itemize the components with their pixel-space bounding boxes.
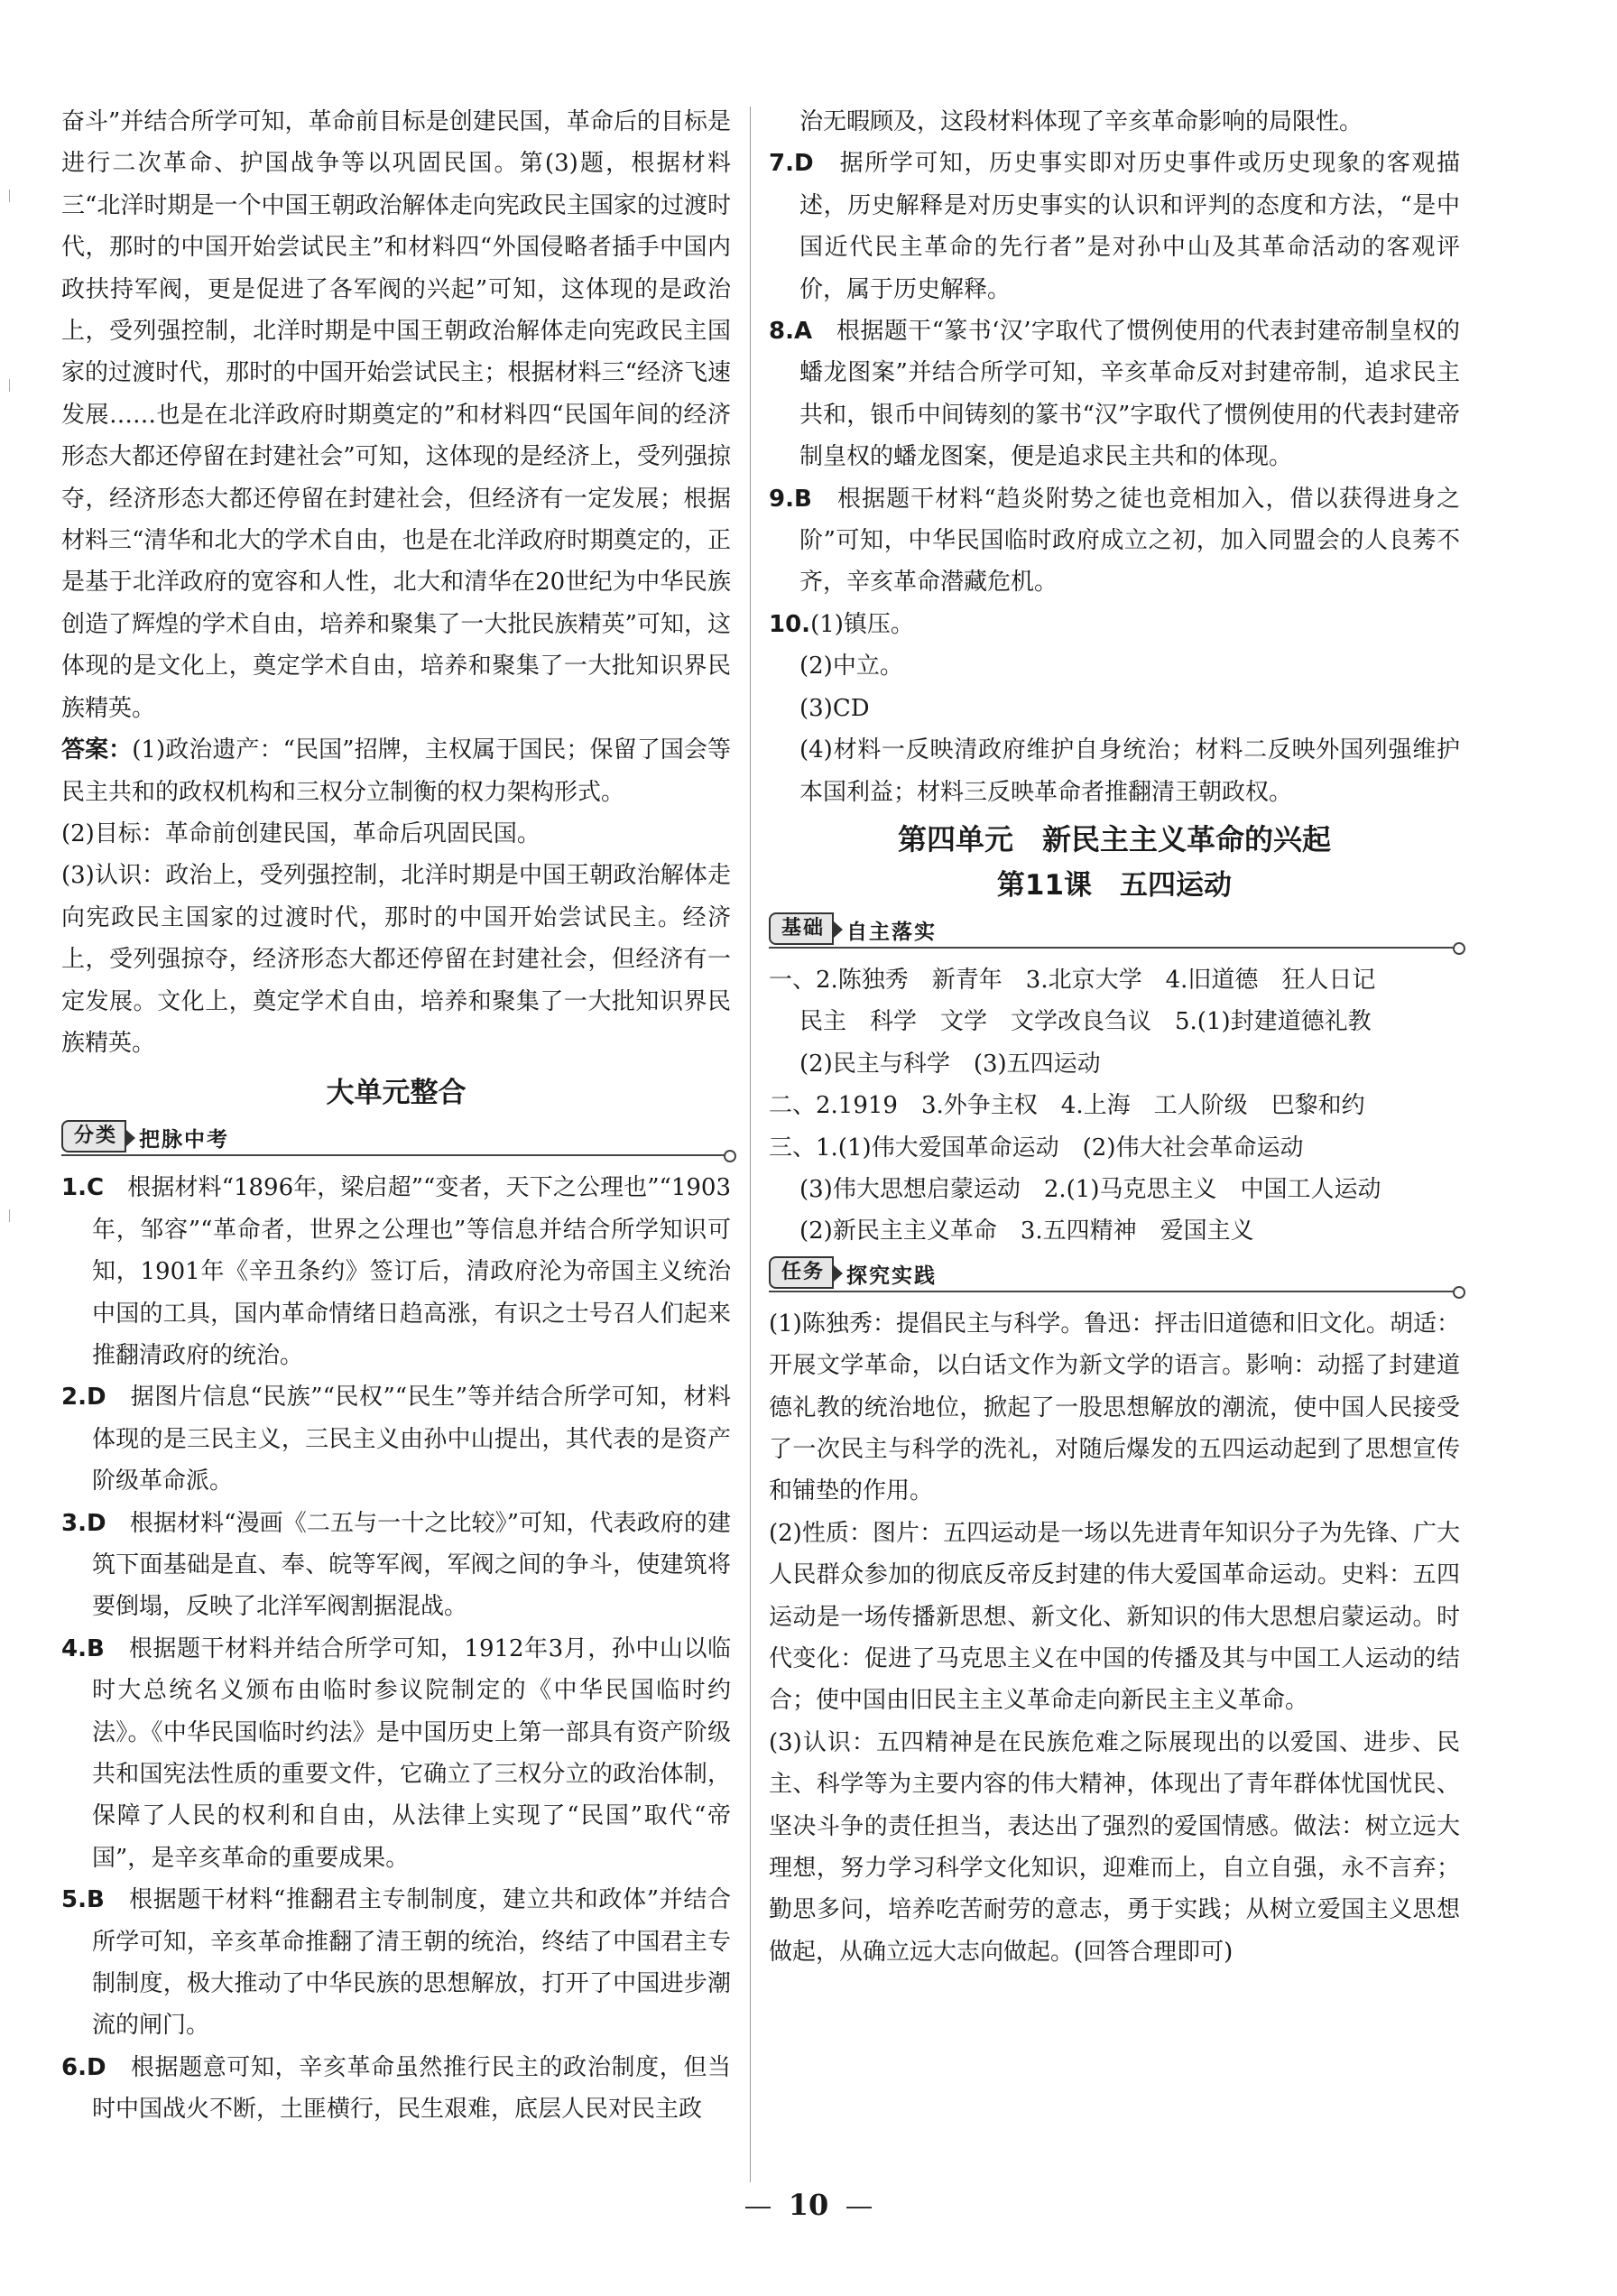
tag-pill: 任务 [769, 1256, 834, 1289]
answer-item: 8.A 根据题干“篆书‘汉’字取代了惯例使用的代表封建帝制皇权的蟠龙图案”并结合所学可知，辛亥革命反对封建帝制，追求民主共和，银币中间铸刻的篆书“汉”字取代了惯例使用的代表封建帝制皇权的蟠龙图案，便是追求民主共和的体现。 [769, 318, 1460, 471]
tag-label: 自主落实 [846, 920, 938, 944]
tag-arrow-icon [834, 1265, 843, 1282]
tag-arrow-icon [126, 1130, 135, 1146]
basics-line: 一、2.陈独秀 新青年 3.北京大学 4.旧道德 狂人日记 [769, 966, 1376, 994]
answer-item: 1.C 根据材料“1896年，梁启超”“变者，天下之公理也”“1903年，邹容”“革命者，世界之公理也”等信息并结合所学知识可知，1901年《辛丑条约》签订后，清政府沦为帝国主义统治中国的工具，国内革命情绪日趋高涨，有识之士号召人们起来推翻清政府的统治。 [61, 1174, 731, 1369]
practice-paragraph: (2)性质：图片：五四运动是一场以先进青年知识分子为先锋、广大人民群众参加的彻底反帝反封建的伟大爱国革命运动。史料：五四运动是一场传播新思想、新文化、新知识的伟大思想启蒙运动。时代变化：促进了马克思主义在中国的传播及其与中国工人运动的结合；使中国由旧民主主义革命走向新民主主义革命。 [769, 1519, 1460, 1715]
basics-line: 二、2.1919 3.外争主权 4.上海 工人阶级 巴黎和约 [769, 1092, 1365, 1120]
column-divider [750, 106, 751, 2182]
answer-line-3: (3)认识：政治上，受列强控制，北洋时期是中国王朝政治解体走向宪政民主国家的过渡时代，那时的中国开始尝试民主。经济上，受列强掠夺，经济形态大都还停留在封建社会，但经济有一定发展。文化上，奠定学术自由，培养和聚集了一大批知识界民族精英。 [61, 862, 731, 1057]
answer-item: 4.B 根据题干材料并结合所学可知，1912年3月，孙中山以临时大总统名义颁布由临时参议院制定的《中华民国临时约法》。《中华民国临时约法》是中国历史上第一部具有资产阶级共和国宪法性质的重要文件，它确立了三权分立的政治体制，保障了人民的权利和自由，从法律上实现了“民国”取代“帝国”，是辛亥革命的重要成果。 [61, 1634, 731, 1872]
unit-title: 第四单元 新民主主义革命的兴起 [897, 821, 1331, 856]
answer-item: 9.B 根据题干材料“趋炎附势之徒也竞相加入，借以获得进身之阶”可知，中华民国临时政府成立之初，加入同盟会的人良莠不齐，辛亥革命潜藏危机。 [769, 485, 1460, 597]
answer-item: 6.D 根据题意可知，辛亥革命虽然推行民主的政治制度，但当时中国战火不断，土匪横行，民生艰难，底层人民对民主政 [61, 2053, 731, 2124]
binding-mark [9, 379, 15, 392]
practice-paragraph: (1)陈独秀：提倡民主与科学。鲁迅：抨击旧道德和旧文化。胡适：开展文学革命，以白话文作为新文学的语言。影响：动摇了封建道德礼教的统治地位，掀起了一股思想解放的潮流，使中国人民接受了一次民主与科学的洗礼，对随后爆发的五四运动起到了思想宣传和铺垫的作用。 [769, 1310, 1460, 1505]
practice-paragraph: (3)认识：五四精神是在民族危难之际展现出的以爱国、进步、民主、科学等为主要内容的伟大精神，体现出了青年群体忧国忧民、坚决斗争的责任担当，表达出了强烈的爱国情感。做法：树立远大理想，努力学习科学文化知识，迎难而上，自立自强，永不言弃；勤思多问，培养吃苦耐劳的意志，勇于实践；从树立爱国主义思想做起，从确立远大志向做起。(回答合理即可) [769, 1728, 1460, 1966]
tag-rule [769, 947, 1460, 949]
continued-line: 治无暇顾及，这段材料体现了辛亥革命影响的局限性。 [799, 108, 1363, 135]
page-number: 10 [0, 2188, 1617, 2222]
tag-pill: 分类 [61, 1120, 126, 1153]
answer-item: 7.D 据所学可知，历史事实即对历史事件或历史现象的客观描述，历史解释是对历史事实的认识和评判的态度和方法，“是中国近代民主革命的先行者”是对孙中山及其革命活动的客观评价，属于历史解释。 [769, 150, 1460, 303]
binding-mark [9, 1209, 15, 1222]
answer-line-1: 答案：(1)政治遗产：“民国”招牌，主权属于国民；保留了国会等民主共和的政权机构和三权分立制衡的权力架构形式。 [61, 736, 731, 806]
basics-line: 三、1.(1)伟大爱国革命运动 (2)伟大社会革命运动 [769, 1134, 1304, 1162]
q10-line-4: (4)材料一反映清政府维护自身统治；材料二反映外国列强维护本国利益；材料三反映革命者推翻清王朝政权。 [799, 736, 1460, 806]
section-title: 大单元整合 [326, 1077, 467, 1110]
left-column [61, 101, 731, 2131]
answer-label: 答案： [61, 736, 133, 764]
q10-line-1: 10.(1)镇压。 [769, 610, 914, 638]
answer-line-2: (2)目标：革命前创建民国，革命后巩固民国。 [61, 819, 541, 847]
q10-line-2: (2)中立。 [799, 653, 903, 680]
tag-pill: 基础 [769, 912, 834, 945]
q10-line-3: (3)CD [799, 694, 870, 722]
basics-line: (2)新民主主义革命 3.五四精神 爱国主义 [799, 1217, 1254, 1245]
binding-mark [9, 190, 15, 202]
intro-paragraph: 奋斗”并结合所学可知，革命前目标是创建民国，革命后的目标是进行二次革命、护国战争等以巩固民国。第(3)题，根据材料三“北洋时期是一个中国王朝政治解体走向宪政民主国家的过渡时代，那时的中国开始尝试民主”和材料四“外国侵略者插手中国内政扶持军阀，更是促进了各军阀的兴起”可知，这体现的是政治上，受列强控制，北洋时期是中国王朝政治解体走向宪政民主国家的过渡时代，那时的中国开始尝试民主；根据材料三“经济飞速发展……也是在北洋政府时期奠定的”和材料四“民国年间的经济形态大都还停留在封建社会”可知，这体现的是经济上，受列强掠夺，经济形态大都还停留在封建社会，但经济有一定发展；根据材料三“清华和北大的学术自由，也是在北洋政府时期奠定的，正是基于北洋政府的宽容和人性，北大和清华在20世纪为中华民族创造了辉煌的学术自由，培养和聚集了一大批民族精英”可知，这体现的是文化上，奠定学术自由，培养和聚集了一大批知识界民族精英。 [61, 108, 731, 722]
answer-item: 3.D 根据材料“漫画《二五与一十之比较》”可知，代表政府的建筑下面基础是直、奉、皖等军阀，军阀之间的争斗，使建筑将要倒塌，反映了北洋军阀割据混战。 [61, 1509, 731, 1621]
lesson-title: 第11课 五四运动 [996, 868, 1233, 902]
tag-arrow-icon [834, 921, 843, 938]
section-tag [61, 1120, 731, 1156]
right-column [769, 101, 1460, 1973]
basics-line: (2)民主与科学 (3)五四运动 [799, 1050, 1101, 1078]
basics-tag [769, 912, 1460, 949]
tag-rule [61, 1154, 731, 1156]
tag-rule [769, 1291, 1460, 1292]
tag-label: 探究实践 [846, 1264, 938, 1288]
answer-item: 5.B 根据题干材料“推翻君主专制制度，建立共和政体”并结合所学可知，辛亥革命推翻了清王朝的统治，终结了中国君主专制制度，极大推动了中华民族的思想解放，打开了中国进步潮流的闸门。 [61, 1886, 731, 2040]
answer-item: 2.D 据图片信息“民族”“民权”“民生”等并结合所学可知，材料体现的是三民主义，三民主义由孙中山提出，其代表的是资产阶级革命派。 [61, 1384, 731, 1495]
basics-line: (3)伟大思想启蒙运动 2.(1)马克思主义 中国工人运动 [799, 1175, 1381, 1203]
tag-label: 把脉中考 [139, 1128, 230, 1153]
practice-tag [769, 1256, 1460, 1292]
basics-line: 民主 科学 文学 文学改良刍议 5.(1)封建道德礼教 [799, 1008, 1372, 1036]
